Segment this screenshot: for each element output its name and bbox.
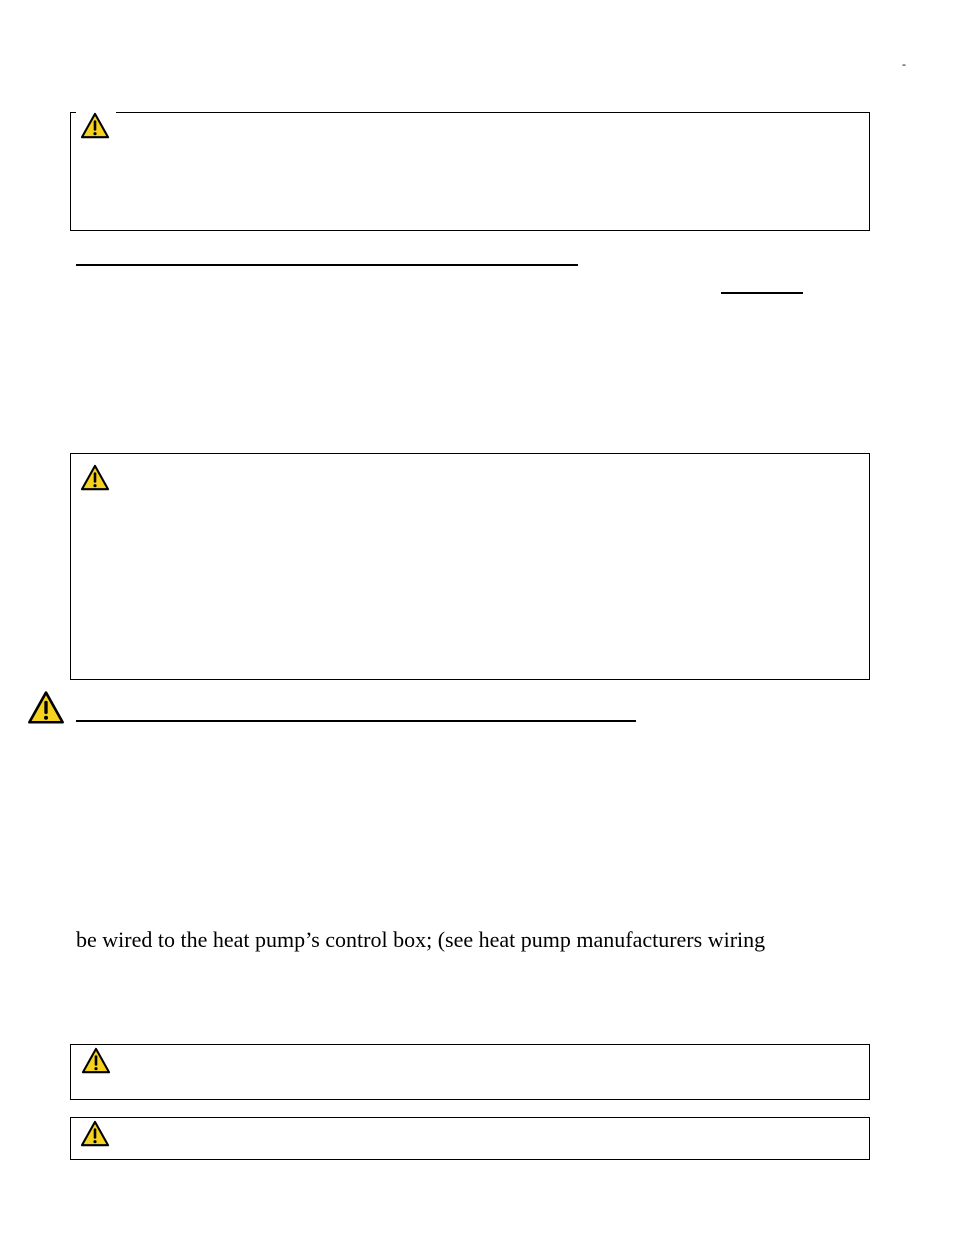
warning-box-4 — [70, 1117, 870, 1160]
body-text-line: be wired to the heat pump’s control box; (see heat pump manufacturers wiring — [76, 927, 766, 952]
warning-box-2 — [70, 453, 870, 680]
warning-box-1 — [70, 112, 870, 231]
warning-triangle-icon — [27, 690, 65, 726]
inline-underline — [721, 292, 803, 294]
heading-underline-1 — [76, 264, 578, 266]
warning-triangle-icon — [80, 1120, 110, 1148]
warning-triangle-icon — [80, 464, 110, 492]
warning-triangle-icon — [81, 1047, 111, 1075]
heading-underline-2 — [76, 720, 636, 722]
warning-box-3 — [70, 1044, 870, 1100]
page-corner-mark: - — [902, 57, 906, 71]
warning-triangle-icon — [80, 112, 110, 140]
